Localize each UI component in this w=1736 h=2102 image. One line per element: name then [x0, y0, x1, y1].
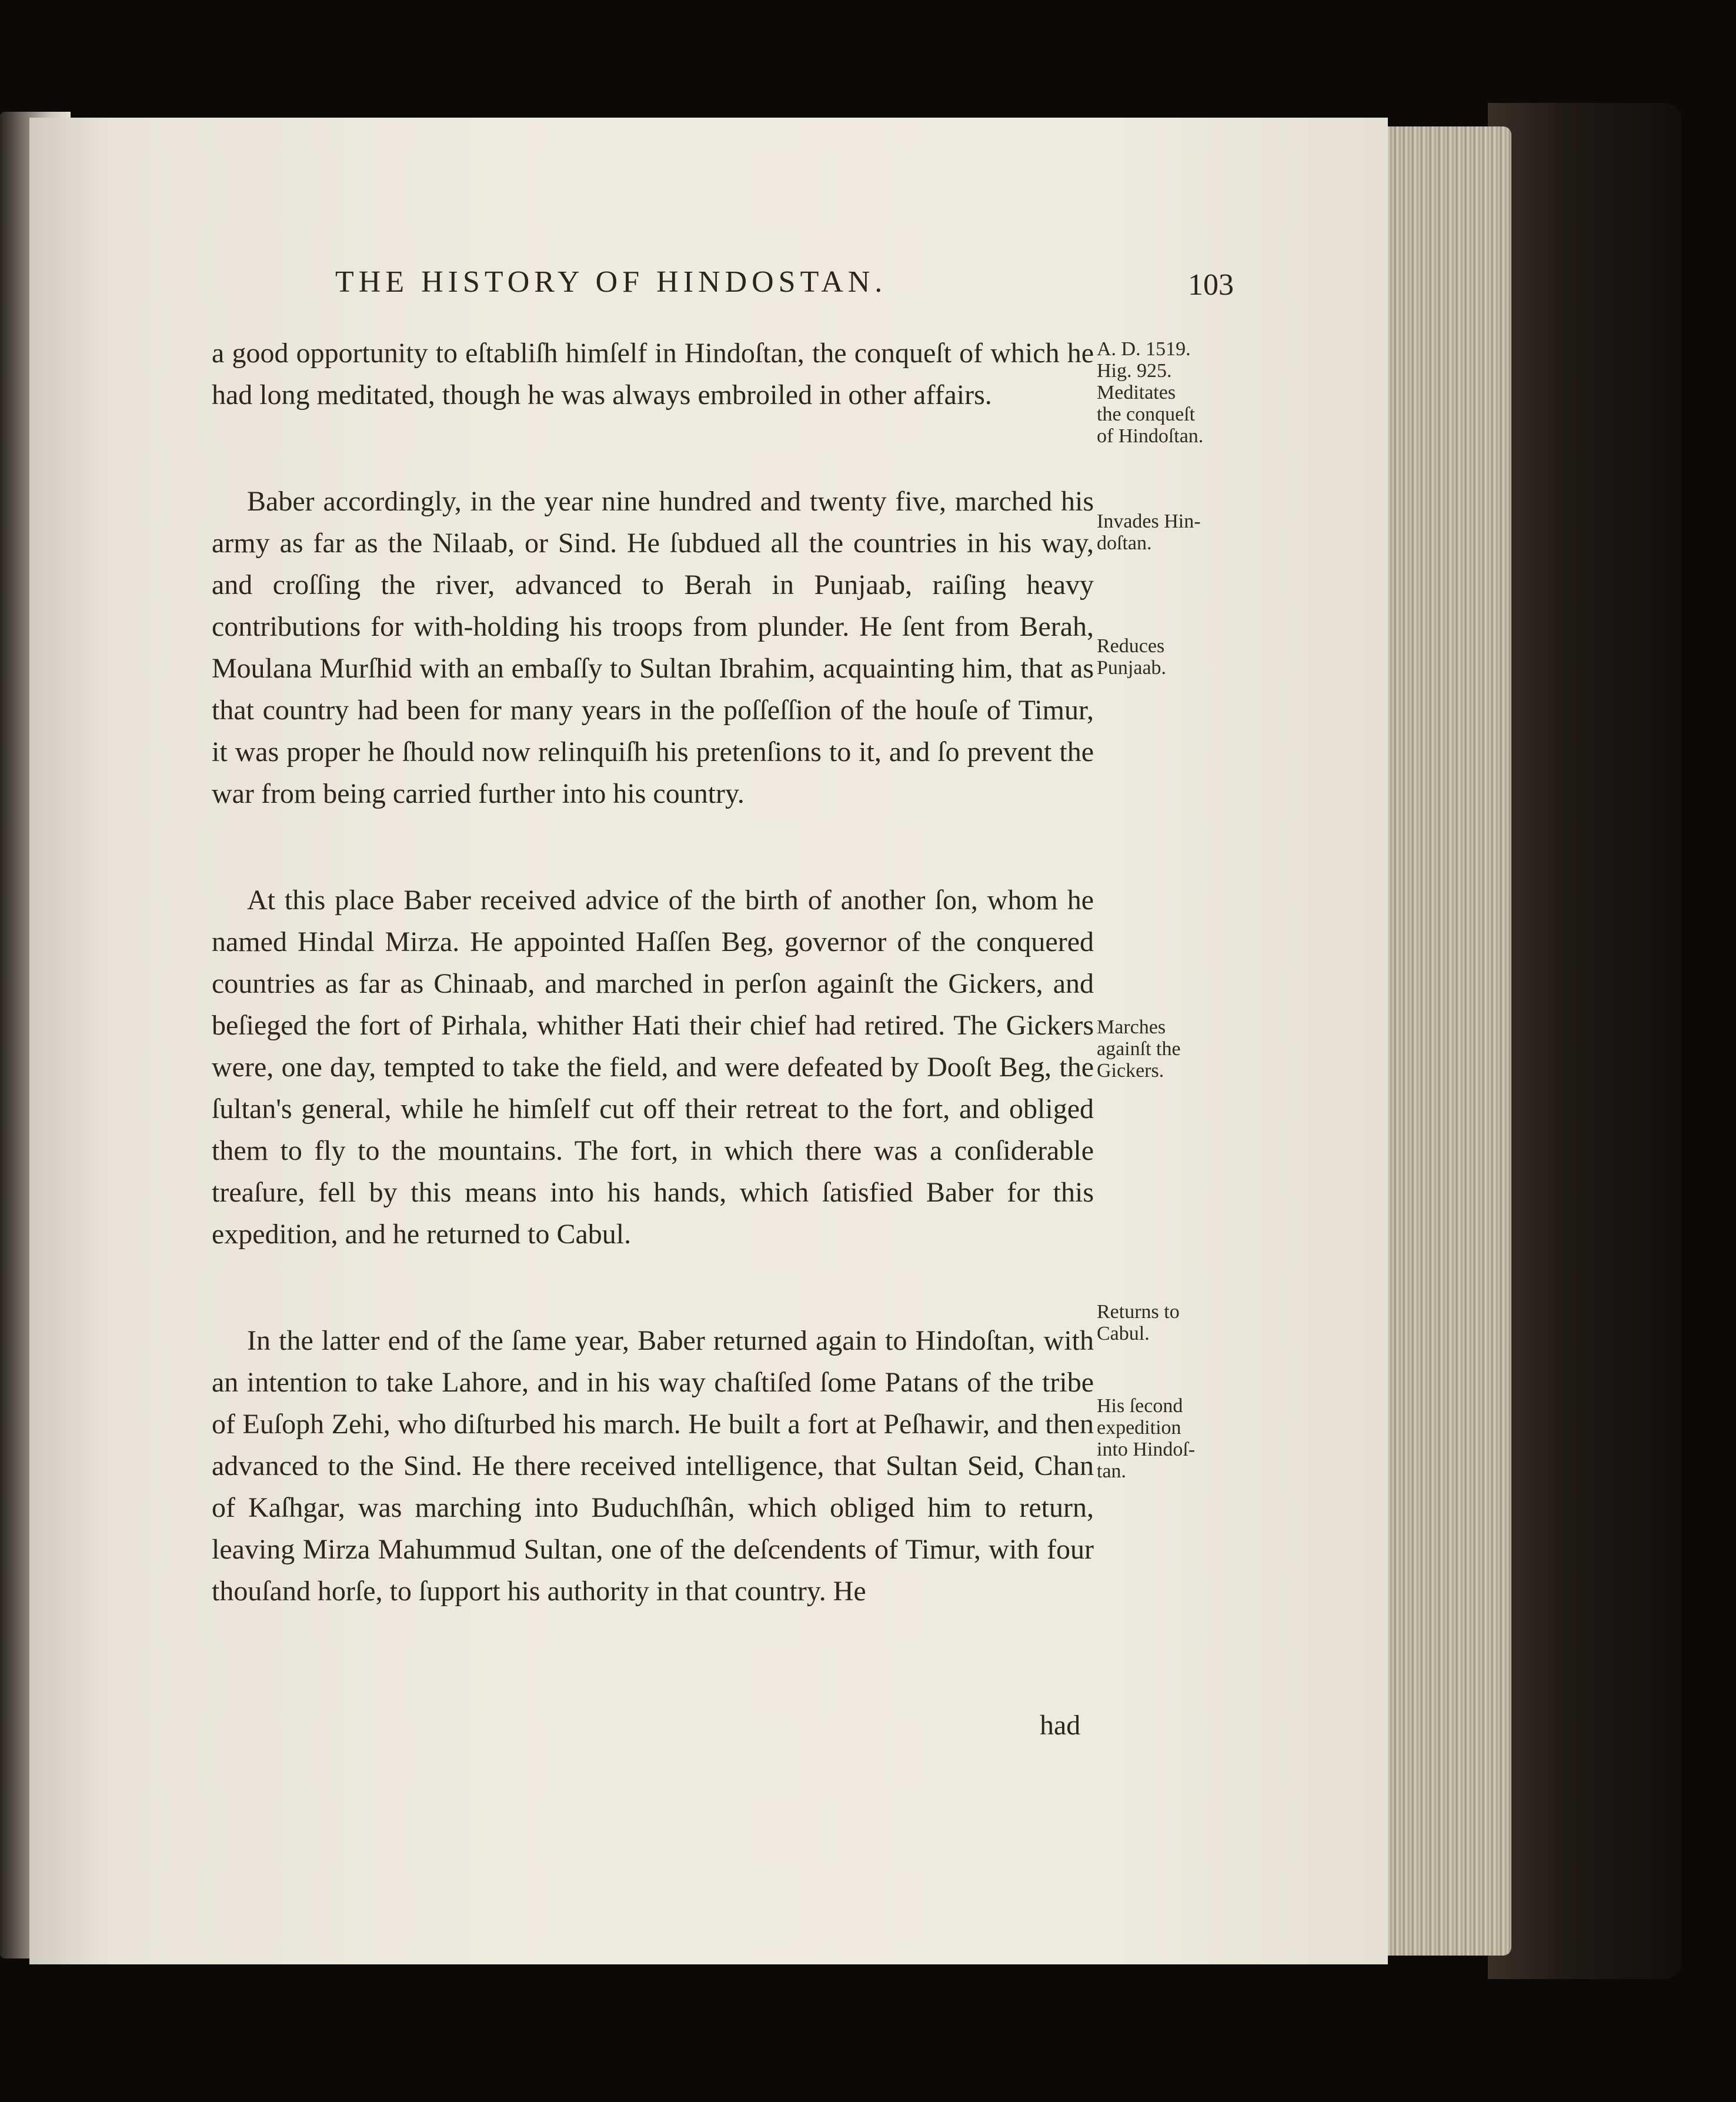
paragraph-4: In the latter end of the ſame year, Baber returned again to Hindoſtan, with an intention to take Lahore, and in his way chaſtiſed ſome Patans of the tribe of Euſoph Zehi, who diſturbed his march. He built a fort at Peſhawir, and then advanced to the Sind. He there received intelligence, that Sultan Seid, Chan of Kaſhgar, was marching into Buduchſhân, which obliged him to return, leaving Mirza Mahummud Sultan, one of the deſcendents of Timur, with four thouſand horſe, to ſupport his authority in that country. He: [212, 1325, 1094, 1607]
paragraph-1: a good opportunity to eſtabliſh himſelf in Hindoſtan, the conqueſt of which he had long meditated, though he was always embroiled in other affairs.: [212, 338, 1094, 411]
page-block-edge: [1382, 126, 1511, 1956]
page-number: 103: [1188, 268, 1234, 302]
margin-note-second-expedition: His ſecond expedition into Hindoſ- tan.: [1097, 1395, 1196, 1482]
margin-note-reduces-punjaab: Reduces Punjaab.: [1097, 635, 1167, 679]
margin-note-marches-gickers: Marches againſt the Gickers.: [1097, 1016, 1181, 1082]
paragraph-3: At this place Baber received advice of the birth of another ſon, whom he named Hindal Mirza. He appointed Haſſen Beg, governor of the conquered countries as far as Chinaab, and marched in perſon againſt the Gickers, and beſieged the fort of Pirhala, whither Hati their chief had retired. The Gickers were, one day, tempted to take the field, and were defeated by Dooſt Beg, the ſultan's general, while he himſelf cut off their retreat to the fort, and obliged them to fly to the mountains. The fort, in which there was a conſiderable treaſure, fell by this means into his hands, which ſatisfied Baber for this expedition, and he returned to Cabul.: [212, 885, 1094, 1250]
paragraph-2: Baber accordingly, in the year nine hundred and twenty five, marched his army as far as the Nilaab, or Sind. He ſubdued all the countries in his way, and croſſing the river, advanced to Berah in Punjaab, raiſing heavy contributions for with-holding his troops from plunder. He ſent from Berah, Moulana Murſhid with an embaſſy to Sultan Ibrahim, acquainting him, that as that country had been for many years in the poſſeſſion of the houſe of Timur, it was proper he ſhould now relinquiſh his pretenſions to it, and ſo prevent the war from being carried further into his country.: [212, 486, 1094, 809]
book-cover: [1488, 103, 1682, 1979]
margin-note-invades: Invades Hin- doſtan.: [1097, 511, 1201, 554]
margin-note-returns-cabul: Returns to Cabul.: [1097, 1301, 1180, 1344]
catchword: had: [1040, 1710, 1081, 1741]
margin-note-date-conquest: A. D. 1519. Hig. 925. Meditates the conqueſt of Hindoſtan.: [1097, 338, 1204, 447]
running-head: THE HISTORY OF HINDOSTAN.: [335, 265, 887, 299]
body-text: [212, 332, 1094, 1612]
